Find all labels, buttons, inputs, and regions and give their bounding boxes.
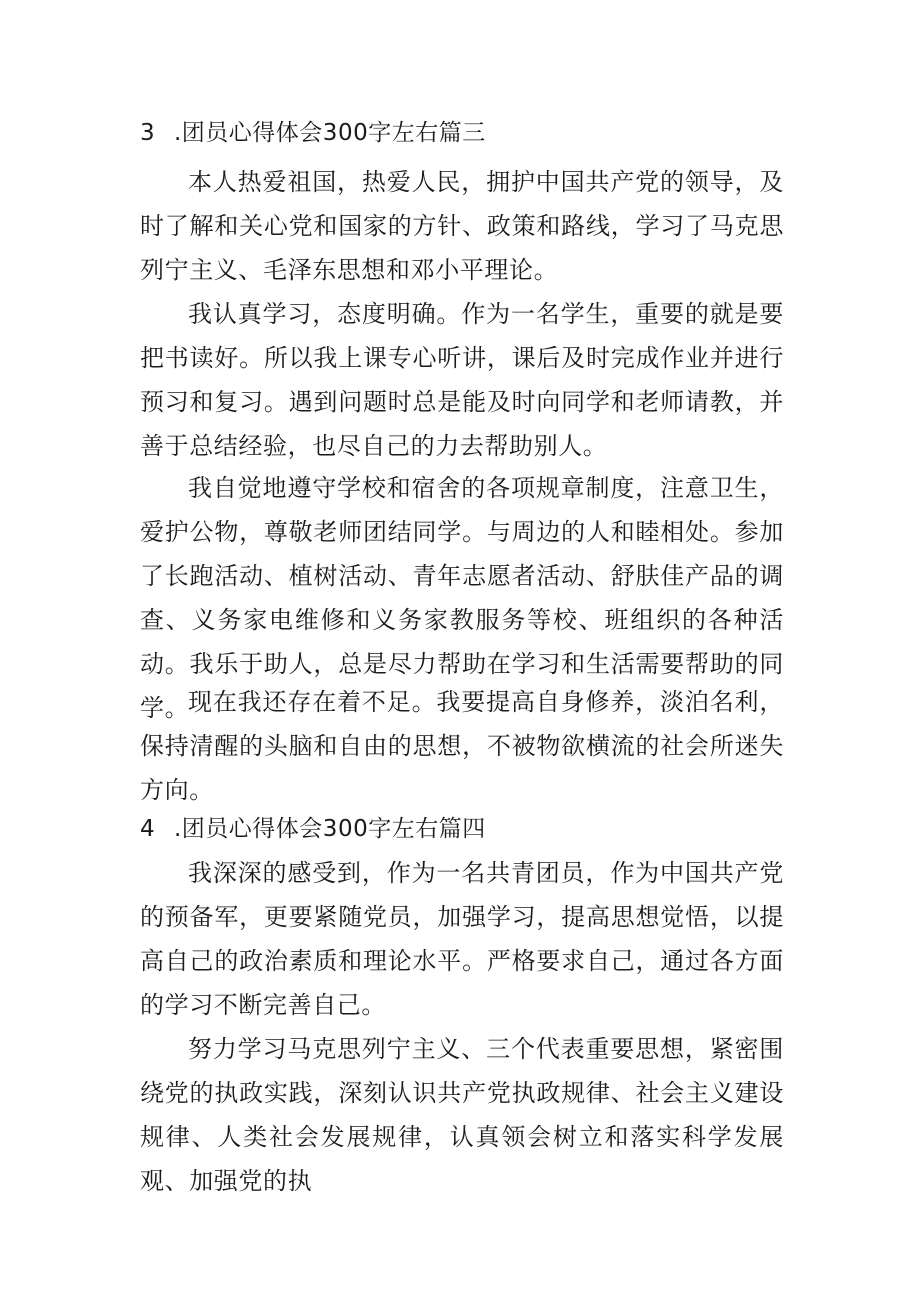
section-4-number: 4: [140, 816, 156, 842]
section-4-paragraph-1: 我深深的感受到，作为一名共青团员，作为中国共产党的预备军，更要紧随党员，加强学习，提高思想觉悟，以提高自己的政治素质和理论水平。严格要求自己，通过各方面的学习不断完善自己。: [140, 859, 784, 1019]
section-4-heading: [140, 814, 486, 844]
section-3-paragraph-2: 我认真学习，态度明确。作为一名学生，重要的就是要把书读好。所以我上课专心听讲，课后及时完成作业并进行预习和复习。遇到问题时总是能及时向同学和老师请教，并善于总结经验，也尽自己的力去帮助别人。: [140, 300, 784, 460]
section-4-title: .团员心得体会300字左右篇四: [174, 816, 486, 842]
section-4-paragraph-2: 努力学习马克思列宁主义、三个代表重要思想，紧密围绕党的执政实践，深刻认识共产党执政规律、社会主义建设规律、人类社会发展规律，认真领会树立和落实科学发展观、加强党的执: [140, 1035, 784, 1195]
section-3-heading: [140, 118, 486, 148]
section-3-paragraph-4: 现在我还存在着不足。我要提高自身修养，淡泊名利，保持清醒的头脑和自由的思想，不被物欲横流的社会所迷失方向。: [140, 688, 784, 804]
section-3-number: 3: [140, 120, 156, 146]
section-3-title: .团员心得体会300字左右篇三: [174, 120, 486, 146]
section-3-paragraph-1: 本人热爱祖国，热爱人民，拥护中国共产党的领导，及时了解和关心党和国家的方针、政策和路线，学习了马克思列宁主义、毛泽东思想和邓小平理论。: [140, 168, 784, 284]
section-3-paragraph-3: 我自觉地遵守学校和宿舍的各项规章制度，注意卫生，爱护公物，尊敬老师团结同学。与周边的人和睦相处。参加了长跑活动、植树活动、青年志愿者活动、舒肤佳产品的调查、义务家电维修和义务家教服务等校、班组织的各种活动。我乐于助人，总是尽力帮助在学习和生活需要帮助的同学。: [140, 474, 784, 722]
